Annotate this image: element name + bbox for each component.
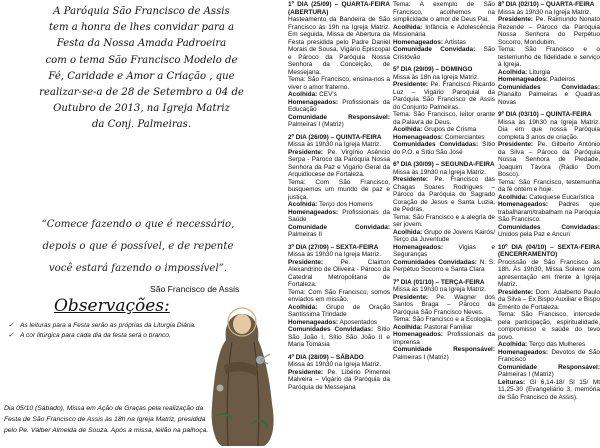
schedule-detail-label: Presidente: [498,288,534,296]
schedule-detail-text: Sítio São João I, Sítio São João II e Maria Tomásia [288,326,390,348]
schedule-detail [393,169,495,177]
schedule-detail-label: Homenageados: [498,201,549,208]
schedule-detail [498,201,600,224]
schedule-day-title: 2º DIA (26/09) – QUINTA-FEIRA [288,133,382,141]
observations-title: Observações: [54,296,170,316]
schedule-detail-label: Comunidade Responsável: [498,363,600,371]
schedule-detail [498,379,600,402]
schedule-day-title: 9º DIA (03/10) – QUINTA-FEIRA [498,111,592,118]
quote-line: você estará fazendo o impossível”. [48,263,228,274]
schedule-detail [393,259,495,274]
schedule-detail [498,9,600,17]
schedule-detail-label: Leituras: [498,378,526,386]
invite-line: Outubro de 2013, na Igreja Matriz [53,103,230,115]
schedule-detail-label: Presidente: [393,293,429,301]
checkmark-icon: ✓ [8,322,14,329]
schedule-detail [288,304,390,319]
schedule-detail-text: Missa às 19h30 na Igreja Matriz. Dia em que nossa Paróquia completa 3 anos de criação. [498,118,600,141]
schedule-detail-text: Padeiros [549,76,576,83]
schedule-detail [288,369,390,392]
schedule-detail-text: Pe. Libério Pimentel Malveira – Vigário da Paróquia da Paróquia de Messejana [288,368,390,391]
schedule-detail-text: Missa às 19h30 na Igreja Matriz. [288,251,382,258]
schedule-day-entry [393,1,495,61]
schedule-detail-text: São Cristóvão [393,46,495,61]
schedule-detail [393,134,495,142]
schedule-detail-label: Comunidades Convidadas: [393,258,477,266]
invitation-text [2,4,281,134]
schedule-detail-text: Pe. Francisco Ricardo Luz – Vigário Paroquial da Paróquia São Francisco de Assis do Conjunto Palmeiras. [393,81,495,111]
schedule-detail [498,46,600,69]
schedule-columns [288,0,600,448]
schedule-detail [498,179,600,194]
schedule-detail [498,259,600,289]
schedule-detail-label: Presidente: [393,176,429,183]
schedule-detail-text: Catequese Eucarística [529,193,594,201]
schedule-detail [393,331,495,346]
schedule-detail-text: Missa às 19h30 na Igreja Matriz. [393,286,487,293]
quote-line: depois o que é possível, e de repente [42,241,234,252]
schedule-detail-text: Pe. Clairton Alexandrino de Oliveira - Pároco da Catedral Metropolitana de Fortaleza. [288,258,390,288]
schedule-detail-label: Homenageados: [498,76,549,83]
schedule-detail-text: Grupo de Jovens Kairós/ Terço da Juventude [393,228,495,243]
schedule-detail [288,179,390,202]
schedule-detail [498,194,600,202]
invite-line: Fé, Caridade e Amor a Criação , que [48,70,235,82]
schedule-detail [498,141,600,179]
schedule-detail [288,251,390,259]
schedule-detail [498,349,600,364]
schedule-day-entry [288,244,390,349]
schedule-detail-text: Profissionais da Saúde [288,208,390,223]
schedule-detail-text: Unidos pela Paz e Ancuri [498,231,570,238]
schedule-detail-text: Grupo de Oração Santíssima Trindade [288,303,390,318]
schedule-detail [288,326,390,349]
schedule-day-title: 4º DIA (28/09) – SÁBADO [288,353,364,361]
schedule-detail-label: Comunidade Responsável: [288,113,390,121]
schedule-detail-label: Homenageados: [393,133,444,141]
schedule-detail-label: Presidente: [393,81,429,88]
schedule-detail-text: Pe. Wagner dos Santos Braga – Pároco da Paróquia São Francisco Neves. [393,293,495,316]
schedule-detail-label: Homenageados: [498,348,549,356]
quote [4,214,272,280]
schedule-detail [288,224,390,239]
schedule-detail [288,149,390,179]
schedule-detail [498,224,600,239]
schedule-detail [288,289,390,304]
schedule-detail [288,76,390,91]
observation-item [8,331,208,340]
schedule-detail-label: Homenageados: [288,318,339,326]
schedule-detail-label: Presidente: [288,148,324,156]
schedule-detail-label: Comunidades Convidadas: [498,223,600,231]
thanksgiving-note: Dia 05/10 (Sábado), Missa em Ação de Graças pela realização da Festa de São Francisco de Assis às 18h na Igreja Matriz, presidida pelo Pe. Válber Almeida de Souza. Após a missa, leilão na palhoça. [4,405,209,434]
schedule-detail-label: Acolhida: [498,341,528,348]
schedule-detail-label: Acolhida: [498,193,528,201]
schedule-detail-text: Palmeiras I (Matriz) [288,121,344,128]
schedule-detail-text: Vigias e Seguranças [393,243,495,258]
quote-line: “Comece fazendo o que é necessário, [41,219,235,230]
schedule-day-entry [288,134,390,239]
schedule-detail [288,209,390,224]
schedule-day-entry [393,279,495,362]
schedule-detail [288,91,390,99]
invite-line: realizar-se-a de 28 de Setembro a 04 de [39,87,244,99]
schedule-detail-text: Missa às 19h30 na Igreja Matriz. [498,8,592,16]
schedule-detail-text: Tema: São Francisco, testemunha da fé ontem e hoje. [498,178,600,193]
schedule-day-entry [393,66,495,156]
schedule-column-2 [393,1,495,447]
schedule-day-entry [288,1,390,129]
schedule-detail-text: Tema: São Francisco e a alegria de ser jovem. [393,213,495,228]
schedule-detail [393,74,495,82]
schedule-detail [393,81,495,111]
schedule-day-title: 8º DIA (02/10) – QUARTA-FEIRA [498,1,595,8]
schedule-detail [393,176,495,214]
schedule-detail-label: Homenageados: [393,38,444,46]
schedule-detail-label: Acolhida: [288,303,318,311]
schedule-detail-label: Comunidades Convidadas: [498,83,600,91]
schedule-day-entry [393,161,495,274]
schedule-detail-text: Terço dos Homens [319,201,373,208]
schedule-detail [393,46,495,61]
schedule-day-entry [498,111,600,239]
schedule-detail-label: Acolhida: [393,23,423,31]
schedule-detail [288,361,390,369]
schedule-detail-text: Gl 6,14-18/ Sl 15/ Mt 11,25-30 (Evangeliário 3, memória de São Francisco de Assis). [498,378,600,401]
schedule-detail [393,316,495,324]
schedule-detail-text: Profissionais da Educação [288,98,390,113]
schedule-detail-label: Comunidade Convidada: [393,46,476,53]
schedule-detail-label: Acolhida: [393,228,423,236]
schedule-detail [288,259,390,289]
schedule-detail-text: Aposentados [339,318,378,326]
schedule-detail-text: Palmeiras I (Matriz) [498,371,554,378]
schedule-detail-text: Sítio do P.O. e Sítio São José [393,141,495,156]
schedule-day-title: 5º DIA (29/09) – DOMINGO [393,66,473,73]
schedule-day-entry [498,1,600,106]
invite-line: Festa da Nossa Amada Padroeira [56,38,227,50]
schedule-detail-text: Infância e Adolescência Missionária [393,23,495,38]
schedule-column-3 [498,1,600,447]
schedule-detail [393,111,495,126]
schedule-detail-text: Padres que trabalharam/trabalham na Paróquia São Francisco. [498,201,600,223]
schedule-detail-label: Acolhida: [393,126,423,133]
schedule-day-title: 1º DIA (25/09) – QUARTA-FEIRA (ABERTURA) [288,1,390,16]
invitation-panel [0,0,283,448]
invite-line: A Paróquia São Francisco de Assis [53,6,230,17]
schedule-detail-text: Missa às 19h30 na Igreja Matriz. [288,361,382,368]
schedule-detail-text: Missa às 19h30 na Igreja Matriz. [288,141,382,148]
schedule-detail-label: Homenageados: [288,98,339,106]
schedule-detail-label: Acolhida: [288,201,318,208]
schedule-detail-text: Comerciantes [444,133,485,141]
observation-text: A cor litúrgica para cada dia da festa será o branco. [20,332,171,339]
invite-line: com o tema São Francisco Modelo de [45,54,238,66]
schedule-detail [288,99,390,114]
schedule-detail [393,294,495,317]
schedule-detail-label: Presidente: [498,141,534,148]
schedule-detail [498,119,600,142]
schedule-detail [393,141,495,156]
schedule-detail-label: Comunidade Responsável: [393,346,495,353]
schedule-detail-label: Comunidade Convidada: [288,223,390,231]
schedule-day-title: 3º DIA (27/09) – SEXTA-FEIRA [288,243,379,251]
schedule-detail-text: Tema: São Francisco, leitor orante da Palavra de Deus. [393,111,495,126]
schedule-detail [288,114,390,129]
schedule-detail-text: Pe. Virgínio Asêncio Serpa - Pároco da Paróquia Nossa Senhora da Paz e Vigário Geral da Arquidiocese de Fortaleza. [288,148,390,178]
observation-item [8,321,208,330]
schedule-detail [393,214,495,229]
schedule-detail [393,126,495,134]
schedule-detail-label: Presidente: [498,16,534,23]
saint-francis-illustration-icon [202,296,282,446]
schedule-detail-text: Palmeiras I (Matriz) [393,353,449,361]
schedule-detail-text: Missa às 19h30 na Igreja Matriz. [393,168,487,176]
schedule-detail [288,16,390,76]
schedule-detail-text: Pe. Raimundo Nonato Rezende – Pároco da Paróquia Nossa Senhora do Perpétuo Socorro, Mondubim. [498,16,600,46]
schedule-detail-label: Acolhida: [288,91,318,98]
schedule-detail-text: Liturgia [529,68,551,76]
schedule-day-entry [498,244,600,402]
schedule-detail-text: Tema: Com São Francisco, busquemos um mundo de paz e justiça. [288,178,390,201]
schedule-detail [288,141,390,149]
schedule-detail-text: Tema: São Francisco, ensina-nos a viver o amor fraterno. [288,76,390,91]
schedule-column-1 [288,1,390,447]
schedule-detail-text: Planalto Palmeiras e Quadras Novas [498,91,600,106]
schedule-detail [498,76,600,84]
schedule-detail [498,341,600,349]
schedule-detail-label: Homenageados: [393,243,444,251]
quote-author: São Francisco de Assis [150,284,240,294]
schedule-detail-text: Procissão de São Francisco às 18h. Às 19h30, Missa Solene com apresentação em frente à Igreja Matriz. [498,258,600,288]
schedule-detail-label: Comunidades Convidadas: [393,141,479,148]
invite-line: da Conj. Palmeiras. [91,119,192,131]
schedule-detail [393,39,495,47]
schedule-detail-text: Tema: A exemplo de São Francisco, acolhemos na simplicidade o amor de Deus Pai. [393,1,495,23]
invite-line: tem a honra de lhes convidar para a [48,22,235,34]
schedule-detail [288,201,390,209]
schedule-detail [498,289,600,312]
schedule-detail-label: Acolhida: [498,68,528,76]
schedule-detail-text: N. S. Perpétuo Socorro e Santa Clara [393,258,495,273]
schedule-detail-text: Tema: São Francisco e a Ecologia. [393,316,493,323]
schedule-detail [498,69,600,77]
schedule-detail [288,319,390,327]
schedule-detail [393,244,495,259]
checkmark-icon: ✓ [8,332,14,339]
observations-list [8,321,208,341]
schedule-detail-label: Comunidades Convidadas: [288,326,374,333]
schedule-detail [393,324,495,332]
schedule-day-entry [288,354,390,392]
schedule-day-title: 10º DIA (04/10) – SEXTA-FEIRA (ENCERRAMENTO) [498,243,600,258]
schedule-day-title: 7º DIA (01/10) – TERÇA-FEIRA [393,278,485,286]
schedule-detail-text: Dom. Adalberto Paulo da Silva – Ex Bispo Auxiliar e Bispo Emérito de Fortaleza. [498,288,600,311]
schedule-detail-text: Devotos de São Francisco [498,348,600,363]
observation-text: As leituras para a Festa serão as próprias da Liturgia Diária. [20,322,196,329]
schedule-detail-text: Profissionais da Imprensa [393,331,495,346]
schedule-detail-text: Artistas [444,38,466,46]
schedule-detail-text: Palmeiras II [288,231,322,238]
schedule-detail-label: Homenageados: [288,208,339,216]
schedule-detail-text: Tema: São Francisco, intercede pela participação, espiritualidade, compromisso e saúde do tevo povo. [498,311,600,341]
schedule-detail [393,229,495,244]
schedule-detail-text: Pe. Francisco das Chagas Soares Rodrigues – Pároco da Paróquia do Sagrado Coração de Jesus e Santa Luzia, de Pedras. [393,176,495,213]
schedule-day-title: 6º DIA (30/09) – SEGUNDA-FEIRA [393,161,495,168]
schedule-detail [498,84,600,107]
schedule-detail [393,1,495,24]
schedule-detail-text: CEV's [319,91,337,98]
schedule-detail [393,346,495,361]
schedule-detail-label: Homenageados: [393,331,444,338]
schedule-detail-text: Pe. Gilberto Antônio da Silva – Pároco da Paróquia Nossa Senhora de Piedade, Joaquim Távora (Rádio Dom Bosco). [498,141,600,178]
schedule-detail-label: Acolhida: [393,323,423,331]
schedule-detail-text: Tema: Com São Francisco, somos enviados em missão. [288,288,390,303]
schedule-detail [498,311,600,341]
schedule-detail-text: Tema: São Francisco e o testemunho de fidelidade e serviço à Igreja. [498,46,600,68]
schedule-detail-text: Terço das Mulheres [529,341,586,348]
schedule-detail-text: Hasteamento da Bandeira de São Francisco às 19h na Igreja Matriz. Em seguida, Missa de Abertura da Festa presidida pelo Padre Daniel Morais de Sousa, Vigário Episcopal e Pároco da Paróquia Nossa Senhora da Conceição, de Messejana. [288,16,390,76]
schedule-detail [498,364,600,379]
schedule-detail-text: Grupos de Crisma [424,126,477,133]
schedule-detail-text: Pastoral Familiar [424,323,473,331]
schedule-detail-label: Presidente: [288,258,324,266]
schedule-detail [393,286,495,294]
schedule-detail-text: Missa às 18h na Igreja Matriz. [393,73,479,81]
schedule-detail [498,16,600,46]
schedule-detail-label: Presidente: [288,368,324,376]
schedule-detail [393,24,495,39]
